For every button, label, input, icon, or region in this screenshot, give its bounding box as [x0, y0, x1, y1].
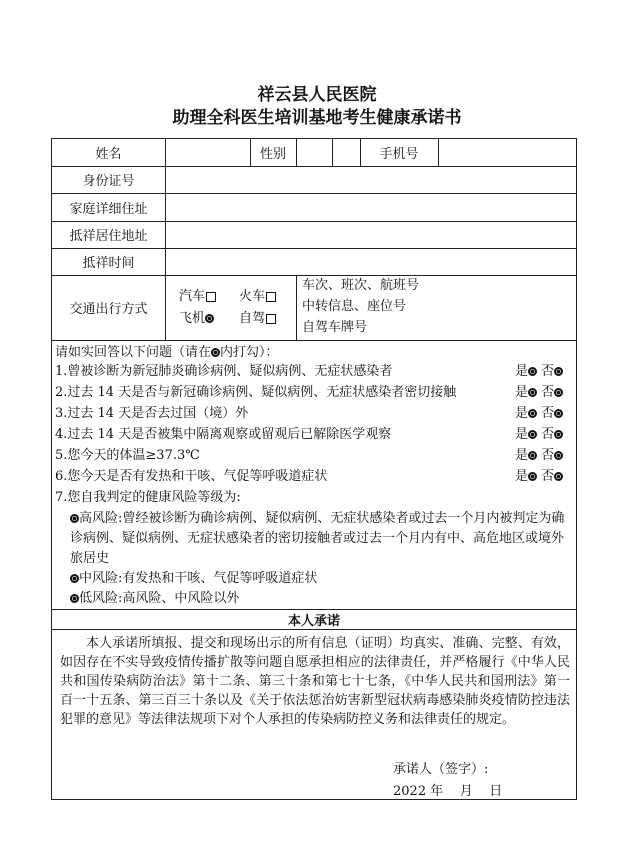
question-3: 3.过去 14 天是否去过国（境）外	[55, 406, 249, 421]
answer-5: 是 否	[515, 446, 563, 466]
name-input[interactable]	[166, 140, 249, 165]
transport-detail-transfer: 中转信息、座位号	[302, 299, 407, 314]
id-number-input[interactable]	[166, 167, 576, 192]
answer-6: 是 否	[515, 467, 563, 487]
signer-label: 承诺人（签字）:	[393, 762, 489, 777]
question-6: 6.您今天是否有发热和干咳、气促等呼吸道症状	[55, 469, 328, 484]
train-checkbox[interactable]	[266, 292, 276, 302]
no-radio-icon[interactable]	[554, 451, 563, 460]
health-pledge-form	[51, 138, 577, 800]
signature-date: 2022 年 月 日	[393, 784, 503, 799]
yes-radio-icon[interactable]	[528, 430, 537, 439]
no-radio-icon[interactable]	[554, 367, 563, 376]
local-address-input[interactable]	[166, 222, 576, 247]
option-train[interactable]: 火车	[239, 287, 276, 307]
answer-4: 是 否	[515, 425, 563, 445]
question-2: 2.过去 14 天是否与新冠确诊病例、疑似病例、无症状感染者密切接触	[55, 385, 457, 400]
plane-radio-icon[interactable]	[205, 314, 214, 323]
hospital-name: 祥云县人民医院	[257, 85, 377, 105]
risk-mid-option[interactable]: 中风险:有发热和干咳、气促等呼吸道症状	[70, 569, 570, 589]
gender-input[interactable]	[297, 140, 331, 165]
yes-radio-icon[interactable]	[528, 367, 537, 376]
pledge-heading: 本人承诺	[287, 613, 340, 629]
transport-label: 交通出行方式	[69, 302, 148, 317]
risk-high-option[interactable]: 高风险:曾经被诊断为确诊病例、疑似病例、无症状感染者或过去一个月内被判定为确诊病例、疑似病例、无症状感染者的密切接触者或过去一个月内有中、高危地区或境外旅居史	[70, 511, 565, 566]
pledge-text: 本人承诺所填报、提交和现场出示的所有信息（证明）均真实、准确、完整、有效，如因存在不实导致疫情传播扩散等问题自愿承担相应的法律责任，并严格履行《中华人民共和国传染病防治法》第十二条、第三十条和第七十七条，《中华人民共和国刑法》第一百一十五条、第三百三十条以及《关于依法惩治妨害新型冠状病毒感染肺炎疫情防控违法犯罪的意见》等法律法规项下对个人承担的传染病防控义务和法律责任的规定。	[60, 636, 570, 727]
transport-detail-trip: 车次、班次、航班号	[302, 278, 420, 293]
yes-radio-icon[interactable]	[528, 451, 537, 460]
question-1: 1.曾被诊断为新冠肺炎确诊病例、疑似病例、无症状感染者	[55, 364, 393, 379]
questions-intro: 请如实回答以下问题（请在 内打勾）：	[55, 345, 279, 360]
home-address-label: 家庭详细住址	[69, 201, 148, 217]
transport-detail-plate: 自驾车牌号	[302, 320, 368, 335]
question-4: 4.过去 14 天是否被集中隔离观察或留观后已解除医学观察	[55, 427, 392, 442]
arrival-time-label: 抵祥时间	[82, 256, 135, 271]
no-radio-icon[interactable]	[554, 409, 563, 418]
phone-input[interactable]	[439, 140, 576, 165]
question-7: 7.您自我判定的健康风险等级为:	[55, 490, 241, 505]
circle-icon	[211, 348, 220, 357]
answer-2: 是 否	[515, 383, 563, 403]
gender-label: 性别	[259, 147, 286, 162]
no-radio-icon[interactable]	[554, 430, 563, 439]
mid-risk-radio-icon[interactable]	[70, 574, 79, 583]
option-self-drive[interactable]: 自驾	[239, 309, 276, 329]
document-title: 助理全科医生培训基地考生健康承诺书	[172, 108, 462, 128]
yes-radio-icon[interactable]	[528, 388, 537, 397]
no-radio-icon[interactable]	[554, 388, 563, 397]
option-plane[interactable]: 飞机	[179, 309, 214, 329]
id-number-label: 身份证号	[82, 174, 135, 189]
yes-radio-icon[interactable]	[528, 472, 537, 481]
local-address-label: 抵祥居住地址	[69, 229, 148, 244]
answer-1: 是 否	[515, 362, 563, 382]
phone-label: 手机号	[379, 147, 419, 162]
answer-3: 是 否	[515, 404, 563, 424]
home-address-input[interactable]	[166, 194, 576, 220]
question-5: 5.您今天的体温≥37.3℃	[55, 448, 200, 463]
name-label: 姓名	[95, 147, 122, 162]
risk-low-option[interactable]: 低风险:高风险、中风险以外	[70, 589, 570, 609]
self-drive-checkbox[interactable]	[266, 314, 276, 324]
no-radio-icon[interactable]	[554, 472, 563, 481]
arrival-time-input[interactable]	[166, 249, 576, 274]
option-car[interactable]: 汽车	[179, 287, 216, 307]
car-checkbox[interactable]	[206, 292, 216, 302]
high-risk-radio-icon[interactable]	[70, 514, 79, 523]
low-risk-radio-icon[interactable]	[70, 594, 79, 603]
yes-radio-icon[interactable]	[528, 409, 537, 418]
